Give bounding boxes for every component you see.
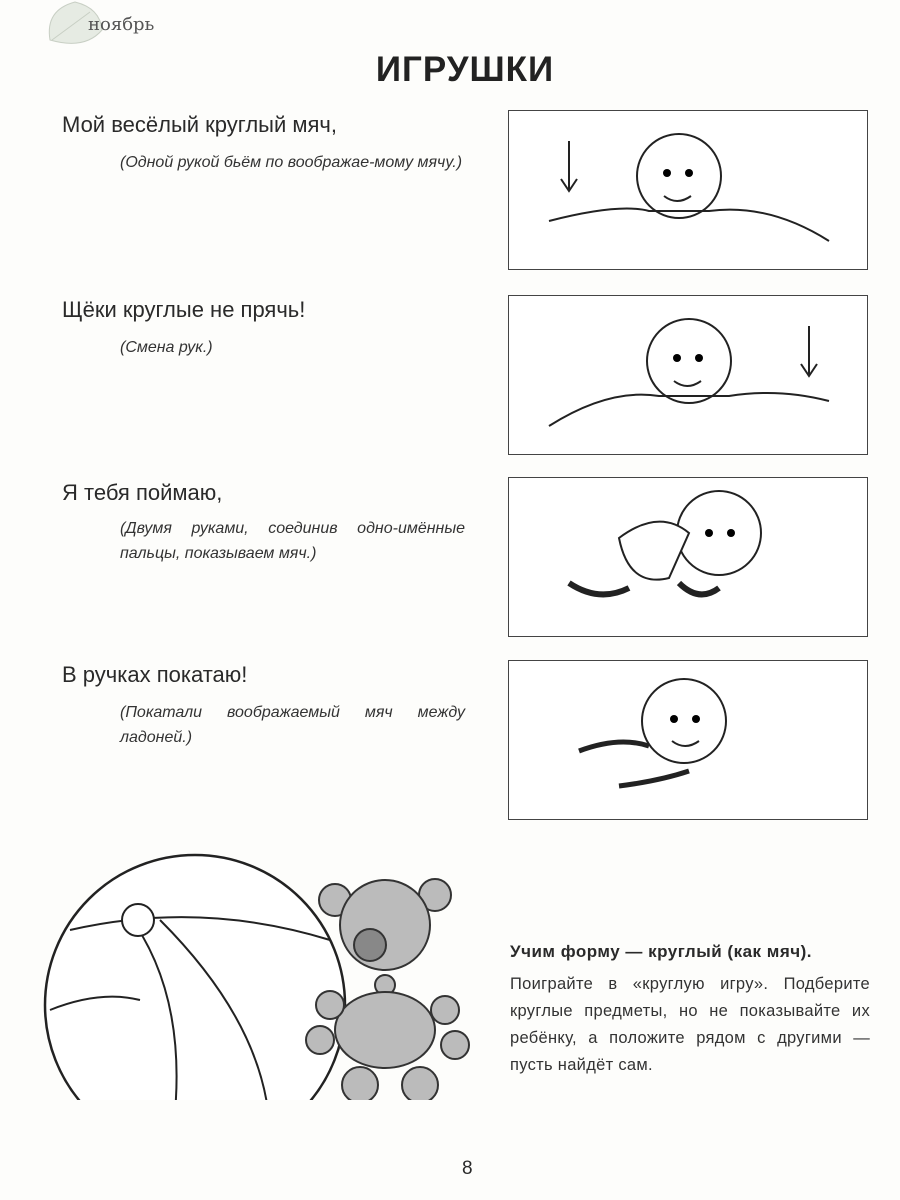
page-number: 8: [462, 1158, 473, 1179]
note-3: (Двумя руками, соединив одно-имённые пальцы, показываем мяч.): [120, 520, 465, 562]
note-4: (Покатали воображаемый мяч между ладоней.): [120, 704, 465, 746]
verse-1: Мой весёлый круглый мяч,: [62, 112, 337, 137]
verse-4: В ручках покатаю!: [62, 662, 248, 687]
tip-heading: Учим форму — круглый (как мяч).: [510, 942, 813, 961]
note-1: (Одной рукой бьём по воображае-мому мячу.): [120, 154, 463, 171]
illustration-boy-hit-ball: [508, 110, 868, 270]
verse-2: Щёки круглые не прячь!: [62, 297, 306, 322]
note-2: (Смена рук.): [120, 339, 213, 356]
page-title: ИГРУШКИ: [375, 50, 555, 89]
illustration-boy-roll-ball: [508, 660, 868, 820]
verse-3: Я тебя поймаю,: [62, 480, 223, 505]
ball-drawing: [45, 855, 345, 1100]
illustration-boy-switch-hands: [508, 295, 868, 455]
illustration-boy-show-ball: [508, 477, 868, 637]
ball-and-bear-illustration: [30, 840, 490, 1100]
tip-block: [510, 938, 870, 1079]
tip-body: Поиграйте в «круглую игру». Подберите круглые предметы, но не показывайте их ребёнку, а положите рядом с другими — пусть найдёт сам.: [510, 975, 870, 1074]
month-label: ноябрь: [88, 14, 155, 35]
